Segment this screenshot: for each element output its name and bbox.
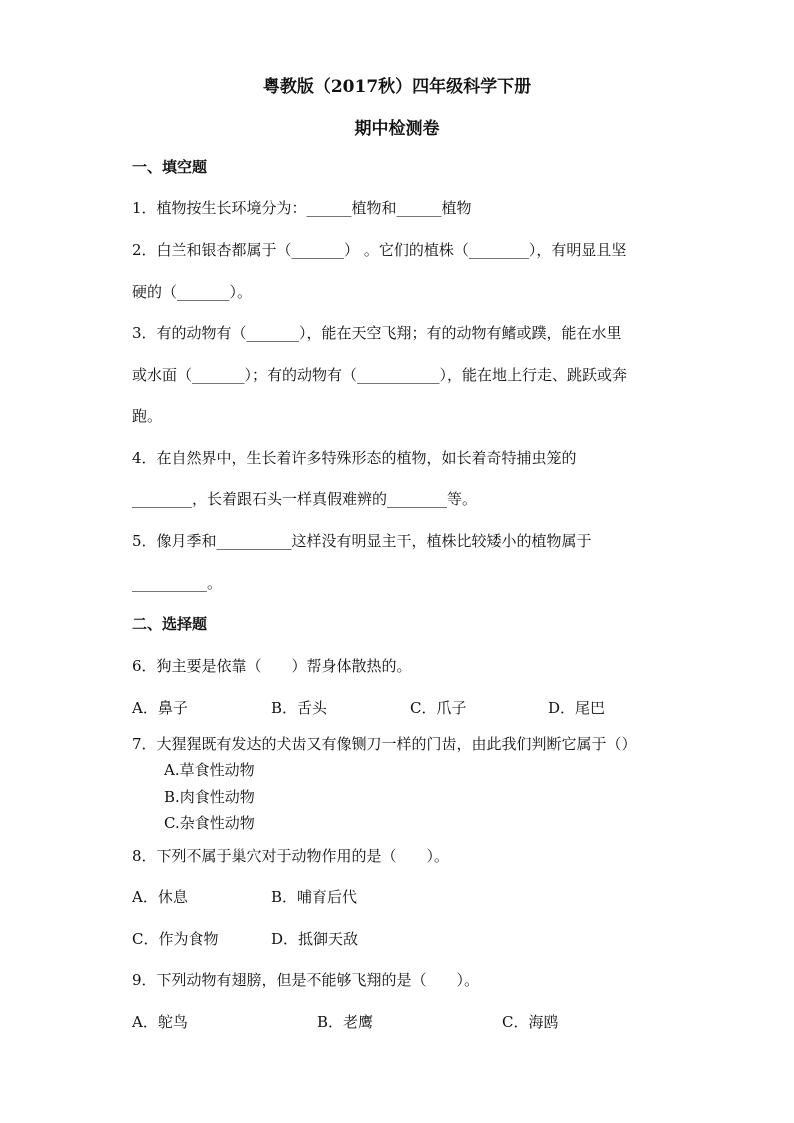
question-3-line-2: 或水面（_______）；有的动物有（___________），能在地上行走、跳跃或奔 (132, 366, 628, 384)
question-8-option-d: D．抵御天敌 (271, 930, 359, 948)
question-7-option-b: B.肉食性动物 (164, 788, 255, 806)
question-4-line-1: 4．在自然界中，生长着许多特殊形态的植物，如长着奇特捕虫笼的 (132, 449, 577, 467)
question-7-stem: 7．大猩猩既有发达的犬齿又有像铡刀一样的门齿，由此我们判断它属于（） (132, 735, 637, 753)
question-9-option-b: B．老鹰 (317, 1013, 374, 1031)
question-6-stem: 6．狗主要是依靠（ ）帮身体散热的。 (132, 657, 412, 675)
question-6-option-b: B．舌头 (271, 699, 328, 717)
question-8-option-c: C．作为食物 (132, 930, 219, 948)
question-4-line-2: ________，长着跟石头一样真假难辨的________等。 (132, 490, 478, 508)
question-7-option-a: A.草食性动物 (164, 761, 255, 779)
question-7-option-c: C.杂食性动物 (164, 814, 255, 832)
question-6-option-d: D．尾巴 (548, 699, 606, 717)
page-title: 粤教版（2017秋）四年级科学下册 (262, 77, 532, 97)
question-1: 1．植物按生长环境分为：______植物和______植物 (132, 199, 472, 217)
question-9-stem: 9．下列动物有翅膀，但是不能够飞翔的是（ ）。 (132, 971, 480, 989)
question-9-option-a: A．鸵鸟 (132, 1013, 188, 1031)
section-heading-fill-blank: 一、填空题 (132, 158, 208, 176)
question-5-line-1: 5．像月季和__________这样没有明显主干，植株比较矮小的植物属于 (132, 532, 592, 550)
question-2-line-2: 硬的（_______）。 (132, 283, 253, 301)
page-subtitle: 期中检测卷 (354, 119, 440, 139)
question-6-option-c: C．爪子 (410, 699, 467, 717)
question-6-option-a: A．鼻子 (132, 699, 188, 717)
section-heading-multiple-choice: 二、选择题 (132, 615, 208, 633)
question-8-option-b: B．哺育后代 (271, 888, 358, 906)
question-3-line-3: 跑。 (132, 407, 163, 425)
question-9-option-c: C．海鸥 (502, 1013, 559, 1031)
question-8-option-a: A．休息 (132, 888, 188, 906)
question-5-line-2: __________。 (132, 574, 223, 592)
question-3-line-1: 3．有的动物有（_______），能在天空飞翔；有的动物有鳍或蹼，能在水里 (132, 324, 622, 342)
question-8-stem: 8．下列不属于巢穴对于动物作用的是（ ）。 (132, 847, 450, 865)
question-2-line-1: 2．白兰和银杏都属于（_______） 。它们的植株（________），有明显且坚 (132, 241, 627, 259)
